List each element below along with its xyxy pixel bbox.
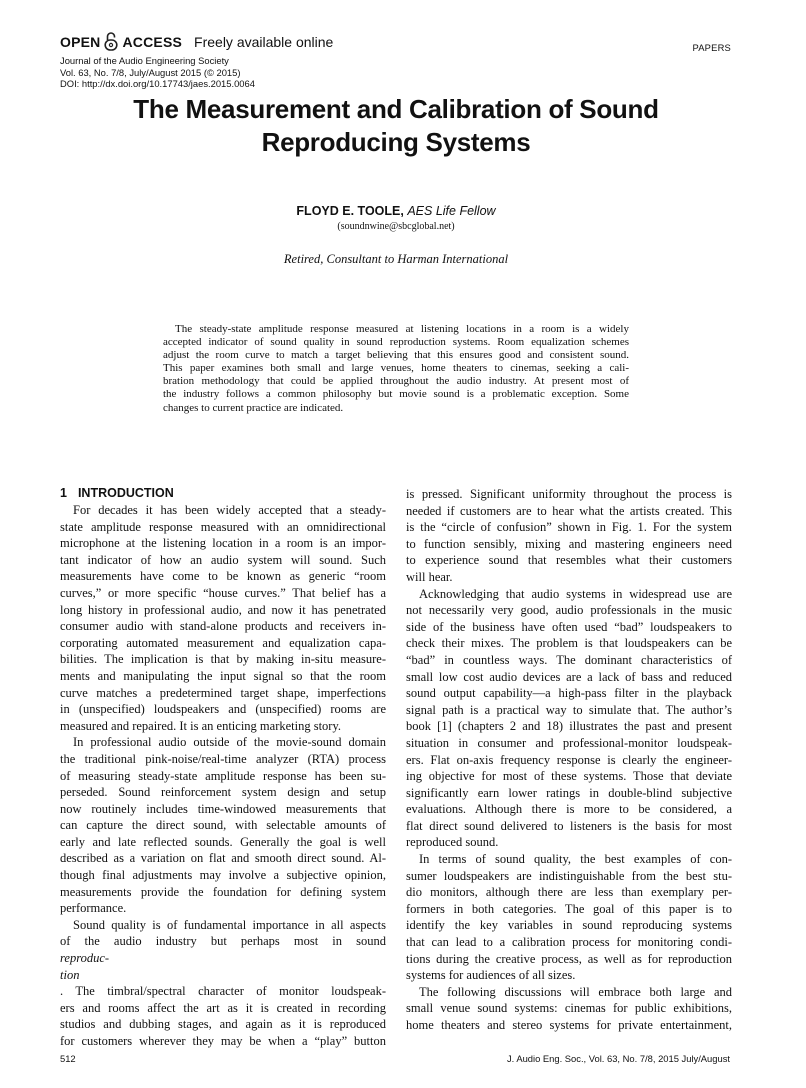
text-line: needed if customers are to hear what the artists created. This [406,503,732,518]
italic-fragment: reproduc- [60,951,110,966]
text-line: reproduced sound. [406,835,499,850]
open-access-badge [60,33,333,51]
text-line: Sound quality is of fundamental importance in all aspects [73,917,386,932]
abstract-line: changes to current practice are indicated. [163,401,344,414]
abstract-line: This paper examines both small and large venues, home theaters to cinemas, seeking a cali- [163,362,629,375]
left-column [60,502,386,1050]
section-label: PAPERS [692,42,731,53]
journal-volume: Vol. 63, No. 7/8, July/August 2015 (© 2015) [60,66,241,78]
abstract [163,323,629,415]
author-role: AES Life Fellow [407,204,496,218]
text-line: book [1] (chapters 2 and 18) illustrates the past and present [406,719,732,734]
text-line: dio monitors, although there are less than exemplary per- [406,885,732,900]
text-line: measurements provide the foundation for defining system [60,884,386,899]
text-fragment: . The timbral/spectral character of monitor loudspeak- [60,984,386,999]
text-line: state amplitude response measured with an omnidirectional [60,519,386,534]
text-line: formers in both categories. The goal of this paper is to [406,901,732,916]
text-line: will hear. [406,569,453,584]
text-line: sound output capability—a high-pass filter in the playback [406,686,732,701]
title-line-1: The Measurement and Calibration of Sound [133,94,659,124]
text-line: identify the key variables in sound reproducing systems [406,918,732,933]
abstract-line: bration methodology that could be applied throughout the audio industry. At present most of [163,375,629,388]
text-line: in (unspecified) loudspeakers and (unspecified) rooms are [60,702,386,717]
text-line: signal path is a practical way to simulate that. The author’s [406,702,732,717]
text-line: systems for audiences of all sizes. [406,968,576,983]
right-column [406,486,732,1034]
text-line: tant indicator of how an audio system will sound. Such [60,552,386,567]
text-line: curves,” or more specific “house curves.” That belief has a [60,585,386,600]
text-line: to function sensibly, mixing and mastering engineers need [406,536,732,551]
text-line: though final adjustments may involve a subjective opinion, [60,868,386,883]
section-number: 1 [60,486,67,500]
text-line: that can lead to a calibration process for monitoring condi- [406,935,732,950]
text-line: significantly earn lower ratings in double-blind subjective [406,785,732,800]
abstract-line: accepted indicator of sound quality in sound reproduction systems. Room equalization schemes [163,336,629,349]
text-line: measured and repaired. It is an enticing marketing story. [60,718,342,733]
text-line: of measuring steady-state amplitude response has been su- [60,768,386,783]
text-line: check their mixes. The problem is that loudspeakers can be [406,636,732,651]
text-line: is pressed. Significant uniformity throughout the process is [406,487,732,501]
page-number: 512 [60,1053,76,1064]
text-line: described as a variation on flat and smooth direct sound. Al- [60,851,386,866]
text-line: performance. [60,901,127,916]
title-line-2: Reproducing Systems [261,127,531,157]
text-line: the traditional pink-noise/real-time analyzer (RTA) process [60,751,386,766]
text-line: curve matches a predetermined target shape, imperfections [60,685,386,700]
text-line: microphone at the listening location in a room is an impor- [60,536,386,551]
text-line: tions during the creative process, as well as for reproduction [406,951,732,966]
text-line: measurements have come to be known as generic “room [60,569,386,584]
abstract-line: the industry follows a common philosophy but movie sound is a problematic exception. Some [163,388,629,401]
text-line: small venue sound systems: cinemas for public exhibitions, [406,1001,732,1016]
text-line: flat direct sound delivered to listeners is the basis for most [406,818,732,833]
text-line: not necessarily very good, audio professionals in the music [406,603,732,618]
author-name: FLOYD E. TOOLE, [296,204,404,218]
open-lock-icon [104,31,118,51]
text-line: now routinely includes time-windowed measurements that [60,801,386,816]
open-label: OPEN [60,34,101,50]
text-line: long history in professional audio, and now it has penetrated [60,602,386,617]
italic-fragment: tion [60,967,80,982]
text-line: can capture the direct sound, with selectable amounts of [60,818,386,833]
text-line: perseded. Sound reinforcement system design and setup [60,785,386,800]
abstract-line: adjust the room curve to match a target believing that this ensures good and consistent sound. [163,349,629,362]
text-line: corporating automated measurement and equalization capa- [60,635,386,650]
text-line: In professional audio outside of the movie-sound domain [73,735,386,750]
text-line: bilities. The implication is that by making in-situ measure- [60,652,386,667]
text-line: In terms of sound quality, the best examples of con- [419,852,732,867]
text-line: ments and manipulating the input signal so that the room [60,668,386,683]
text-line: for customers wherever they may be when a “play” button [60,1034,386,1048]
text-line: small low cost audio devices are a lack of bass and reduced [406,669,732,684]
paper-title [60,93,732,159]
text-line: The following discussions will embrace both large and [419,984,732,999]
text-line: studios and dubbing stages, and again as it is reproduced [60,1017,386,1032]
author-email: (soundnwine@sbcglobal.net) [337,221,455,232]
abstract-line: The steady-state amplitude response measured at listening locations in a room is a widely [175,323,629,335]
author-line [60,204,732,218]
text-line: side of the business have often used “bad” loudspeakers to [406,619,732,634]
text-line: home theaters and stereo systems for private entertainment, [406,1018,732,1032]
text-line: ers and rooms affect the art as it is created in recording [60,1000,386,1015]
text-line: evaluations. Although there is more to be considered, a [406,802,732,817]
journal-info [60,55,255,90]
access-label: ACCESS [122,34,183,50]
text-line [60,967,386,1000]
text-fragment: of the audio industry but perhaps most in sound [60,934,386,949]
text-line: ing objective for most of these systems. Those that deviate [406,769,732,784]
section-heading [60,486,174,500]
author-affiliation: Retired, Consultant to Harman International [283,252,509,266]
journal-doi: DOI: http://dx.doi.org/10.17743/jaes.2015.0064 [60,78,255,89]
text-line: early and late reflected sounds. Generally the goal is well [60,834,386,849]
section-title: INTRODUCTION [77,486,174,500]
text-line: situation in consumer and professional-monitor loudspeak- [406,735,732,750]
journal-name: Journal of the Audio Engineering Society [60,55,229,66]
text-line: is the “circle of confusion” shown in Fig. 1. For the system [406,520,732,535]
text-line: ers. Flat on-axis frequency response is clearly the engineer- [406,752,732,767]
text-line: For decades it has been widely accepted that a steady- [73,503,386,517]
text-line: consumer audio with stand-alone products and receivers in- [60,619,386,634]
text-line: to experience sound that resembles what their customers [406,553,732,568]
text-line: “bad” in countless ways. The dominant characteristics of [406,652,732,667]
footer-citation: J. Audio Eng. Soc., Vol. 63, No. 7/8, 2015 July/August [506,1053,730,1064]
freely-available-label: Freely available online [194,34,334,50]
text-line: Acknowledging that audio systems in widespread use are [419,586,732,601]
text-line: sumer loudspeakers are indistinguishable from the best stu- [406,868,732,883]
text-line [60,933,386,966]
